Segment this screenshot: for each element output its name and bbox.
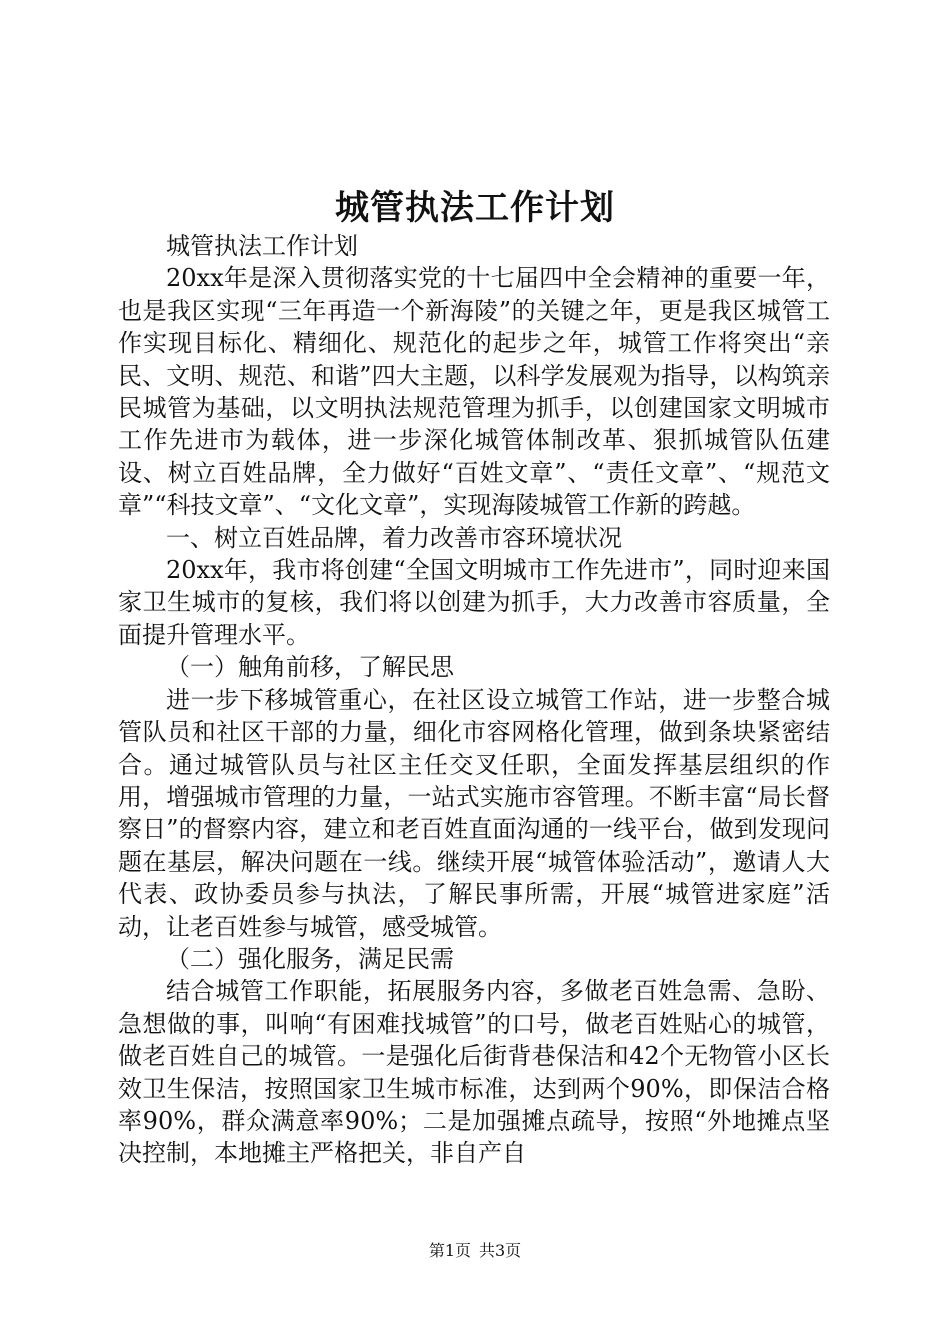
page-total: 共3页 (479, 1241, 522, 1260)
section-heading: 一、树立百姓品牌，着力改善市容环境状况 (166, 523, 622, 552)
page-footer (0, 1240, 950, 1262)
paragraph: 结合城管工作职能，拓展服务内容，多做老百姓急需、急盼、急想做的事，叫响“有困难找城管”的口号，做老百姓贴心的城管，做老百姓自己的城管。一是强化后街背巷保洁和42个无物管小区长效卫生保洁，按照国家卫生城市标准，达到两个90%，即保洁合格率90%，群众满意率90%；二是加强摊点疏导，按照“外地摊点坚决控制，本地摊主严格把关，非自产自 (118, 977, 830, 1168)
paragraph: 20xx年是深入贯彻落实党的十七届四中全会精神的重要一年，也是我区实现“三年再造一个新海陵”的关键之年，更是我区城管工作实现目标化、精细化、规范化的起步之年，城管工作将突出“亲民、文明、规范、和谐”四大主题，以科学发展观为指导，以构筑亲民城管为基础，以文明执法规范管理为抓手，以创建国家文明城市工作先进市为载体，进一步深化城管体制改革、狠抓城管队伍建设、树立百姓品牌，全力做好“百姓文章”、“责任文章”、“规范文章”“科技文章”、“文化文章”，实现海陵城管工作新的跨越。 (118, 264, 830, 520)
paragraph: 进一步下移城管重心，在社区设立城管工作站，进一步整合城管队员和社区干部的力量，细化市容网格化管理，做到条块紧密结合。通过城管队员与社区主任交叉任职，全面发挥基层组织的作用，增强城市管理的力量，一站式实施市容管理。不断丰富“局长督察日”的督察内容，建立和老百姓直面沟通的一线平台，做到发现问题在基层，解决问题在一线。继续开展“城管体验活动”，邀请人大代表、政协委员参与执法，了解民事所需，开展“城管进家庭”活动，让老百姓参与城管，感受城管。 (118, 685, 830, 941)
page-number: 第1页 (428, 1241, 471, 1260)
paragraph: 20xx年，我市将创建“全国文明城市工作先进市”，同时迎来国家卫生城市的复核，我们将以创建为抓手，大力改善市容质量，全面提升管理水平。 (118, 556, 830, 649)
document-title: 城管执法工作计划 (335, 188, 615, 228)
subsection-heading: （一）触角前移，了解民思 (166, 653, 454, 682)
subsection-heading: （二）强化服务，满足民需 (166, 944, 454, 973)
document-body (118, 230, 830, 1170)
paragraph: 城管执法工作计划 (166, 232, 358, 260)
